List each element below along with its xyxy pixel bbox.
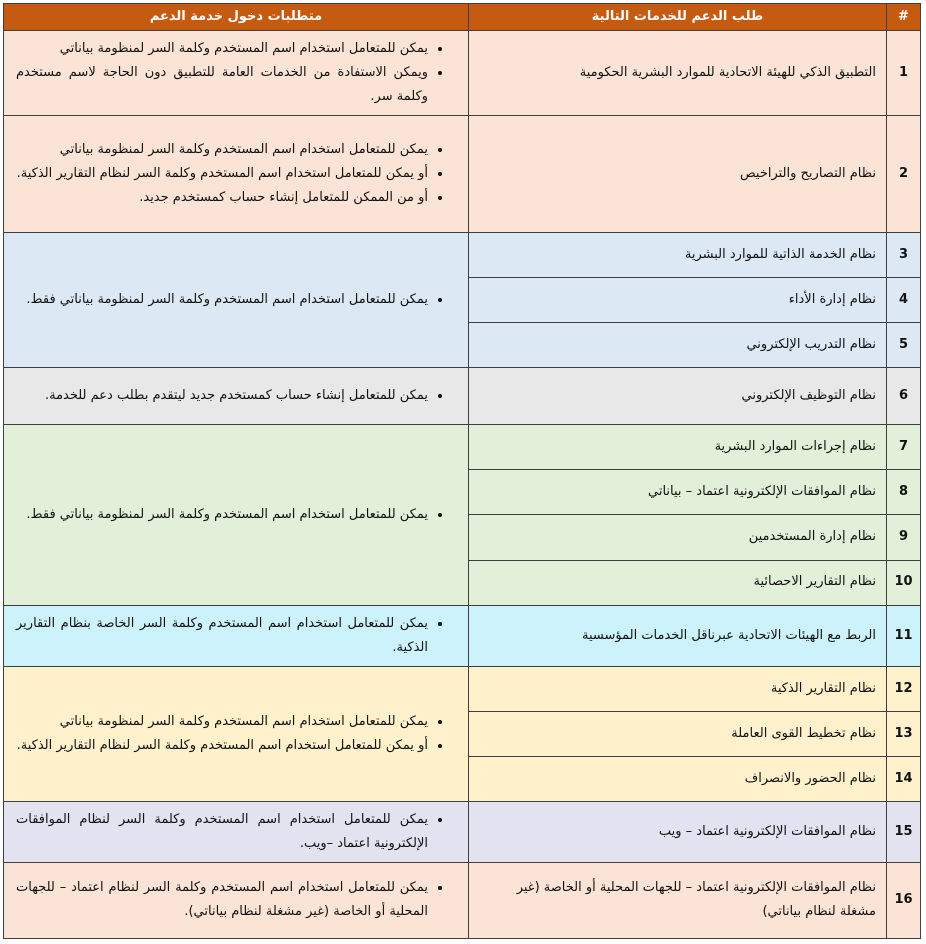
service-name: نظام الموافقات الإلكترونية اعتماد – ويب	[469, 801, 887, 862]
service-name: التطبيق الذكي للهيئة الاتحادية للموارد البشرية الحكومية	[469, 31, 887, 116]
requirement-item: • أو من الممكن للمتعامل إنشاء حساب كمستخدم جديد.	[16, 186, 428, 210]
service-name: نظام الموافقات الإلكترونية اعتماد – بياناتي	[469, 470, 887, 515]
row-number: 7	[887, 425, 921, 470]
requirement-item: • يمكن للمتعامل استخدام اسم المستخدم وكلمة السر لمنظومة بياناتي	[16, 138, 428, 162]
row-number: 10	[887, 560, 921, 605]
header-service: طلب الدعم للخدمات التالية	[469, 4, 887, 31]
header-number: #	[887, 4, 921, 31]
requirements-cell	[4, 801, 469, 862]
row-number: 1	[887, 31, 921, 116]
service-name: نظام التوظيف الإلكتروني	[469, 368, 887, 425]
service-name: نظام التقارير الذكية	[469, 666, 887, 711]
requirements-cell	[4, 116, 469, 233]
header-requirements: متطلبات دخول خدمة الدعم	[4, 4, 469, 31]
service-name: الربط مع الهيئات الاتحادية عبرناقل الخدمات المؤسسية	[469, 605, 887, 666]
row-number: 13	[887, 711, 921, 756]
table-row	[4, 862, 921, 938]
row-number: 4	[887, 278, 921, 323]
service-name: نظام التصاريح والتراخيص	[469, 116, 887, 233]
requirement-item: • يمكن للمتعامل استخدام اسم المستخدم وكلمة السر لنظام اعتماد – للجهات المحلية أو الخاصة (غير مشغلة لنظام بياناتي).	[16, 876, 428, 924]
table-row	[4, 31, 921, 116]
table-row	[4, 666, 921, 711]
row-number: 2	[887, 116, 921, 233]
row-number: 9	[887, 515, 921, 560]
table-header-row	[4, 4, 921, 31]
row-number: 5	[887, 323, 921, 368]
requirements-cell	[4, 31, 469, 116]
service-name: نظام التدريب الإلكتروني	[469, 323, 887, 368]
requirement-item: • يمكن للمتعامل استخدام اسم المستخدم وكلمة السر لمنظومة بياناتي فقط.	[16, 503, 428, 527]
row-number: 16	[887, 862, 921, 938]
requirements-cell	[4, 233, 469, 368]
table-row	[4, 801, 921, 862]
service-name: نظام التقارير الاحصائية	[469, 560, 887, 605]
table-row	[4, 425, 921, 470]
row-number: 6	[887, 368, 921, 425]
requirements-cell	[4, 425, 469, 605]
requirements-cell	[4, 666, 469, 801]
requirement-item: • أو يمكن للمتعامل استخدام اسم المستخدم وكلمة السر لنظام التقارير الذكية.	[16, 162, 428, 186]
requirement-item: • ويمكن الاستفادة من الخدمات العامة للتطبيق دون الحاجة لاسم مستخدم وكلمة سر.	[16, 61, 428, 109]
requirement-item: • يمكن للمتعامل استخدام اسم المستخدم وكلمة السر لنظام الموافقات الإلكترونية اعتماد –ويب.	[16, 808, 428, 856]
row-number: 14	[887, 756, 921, 801]
service-name: نظام الموافقات الإلكترونية اعتماد – للجهات المحلية أو الخاصة (غير مشغلة لنظام بياناتي)	[469, 862, 887, 938]
row-number: 15	[887, 801, 921, 862]
requirement-item: • يمكن للمتعامل استخدام اسم المستخدم وكلمة السر لمنظومة بياناتي	[16, 37, 428, 61]
table-row	[4, 368, 921, 425]
table-row	[4, 605, 921, 666]
support-services-table	[3, 3, 921, 939]
row-number: 3	[887, 233, 921, 278]
requirement-item: • يمكن للمتعامل إنشاء حساب كمستخدم جديد ليتقدم بطلب دعم للخدمة.	[16, 384, 428, 408]
requirements-cell	[4, 862, 469, 938]
service-name: نظام الحضور والانصراف	[469, 756, 887, 801]
service-name: نظام إدارة الأداء	[469, 278, 887, 323]
requirement-item: • أو يمكن للمتعامل استخدام اسم المستخدم وكلمة السر لنظام التقارير الذكية.	[16, 734, 428, 758]
requirements-cell	[4, 368, 469, 425]
row-number: 11	[887, 605, 921, 666]
requirement-item: • يمكن للمتعامل استخدام اسم المستخدم وكلمة السر لمنظومة بياناتي	[16, 710, 428, 734]
requirements-cell	[4, 605, 469, 666]
table-row	[4, 233, 921, 278]
service-name: نظام تخطيط القوى العاملة	[469, 711, 887, 756]
requirement-item: • يمكن للمتعامل استخدام اسم المستخدم وكلمة السر لمنظومة بياناتي فقط.	[16, 288, 428, 312]
service-name: نظام الخدمة الذاتية للموارد البشرية	[469, 233, 887, 278]
table-row	[4, 116, 921, 233]
requirement-item: • يمكن للمتعامل استخدام اسم المستخدم وكلمة السر الخاصة بنظام التقارير الذكية.	[16, 612, 428, 660]
service-name: نظام إدارة المستخدمين	[469, 515, 887, 560]
service-name: نظام إجراءات الموارد البشرية	[469, 425, 887, 470]
row-number: 12	[887, 666, 921, 711]
row-number: 8	[887, 470, 921, 515]
